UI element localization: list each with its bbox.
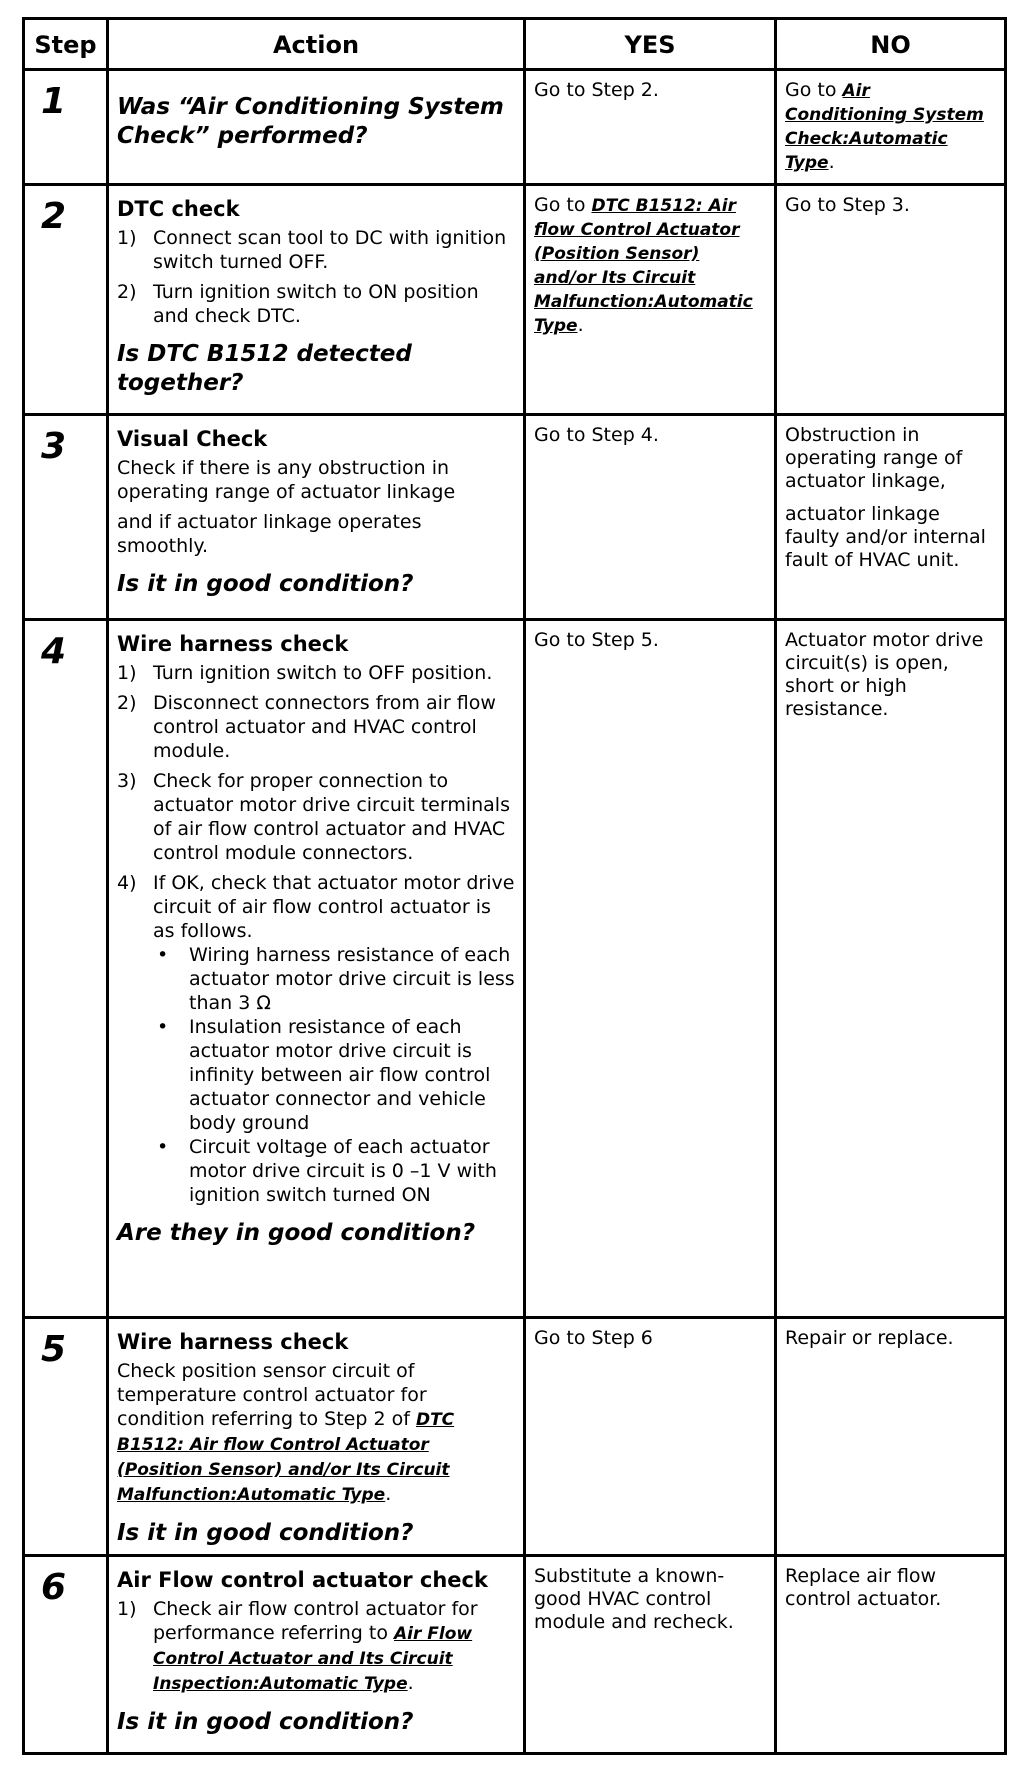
step-paragraph bbox=[117, 1359, 515, 1507]
list-item bbox=[117, 661, 515, 685]
dtc-b1512-link[interactable]: DTC B1512: Air flow Control Actuator (Position Sensor) and/or Its Circuit Malfunction:Automatic Type bbox=[117, 1410, 455, 1505]
yes-cell bbox=[525, 1556, 776, 1754]
bullet-text: Insulation resistance of each actuator motor drive circuit is infinity between air flow control actuator connector and vehicle body ground bbox=[189, 1016, 491, 1134]
no-text: Actuator motor drive circuit(s) is open, short or high resistance. bbox=[785, 629, 984, 720]
no-text: Go to Step 3. bbox=[785, 194, 910, 216]
header-no: NO bbox=[776, 19, 1006, 70]
action-cell bbox=[108, 1318, 525, 1556]
step-paragraph: and if actuator linkage operates smoothly. bbox=[117, 511, 422, 557]
no-text: Go to bbox=[785, 79, 843, 101]
action-cell bbox=[108, 1556, 525, 1754]
bullet-list bbox=[153, 943, 515, 1207]
step-number: 1 bbox=[41, 81, 67, 122]
list-item bbox=[117, 691, 515, 763]
actuator-inspection-link[interactable]: Air Flow Control Actuator and Its Circuit Inspection:Automatic Type bbox=[153, 1624, 473, 1694]
step-cell bbox=[24, 620, 108, 1318]
table-row bbox=[24, 620, 1006, 1318]
table-row bbox=[24, 185, 1006, 415]
item-number: 2) bbox=[117, 692, 137, 714]
action-cell bbox=[108, 185, 525, 415]
step-number: 2 bbox=[41, 196, 67, 237]
item-text: Connect scan tool to DC with ignition switch turned OFF. bbox=[153, 227, 507, 273]
step-cell bbox=[24, 70, 108, 185]
table-row bbox=[24, 1318, 1006, 1556]
action-cell bbox=[108, 70, 525, 185]
yes-cell bbox=[525, 185, 776, 415]
action-cell bbox=[108, 415, 525, 620]
item-number: 1) bbox=[117, 662, 137, 684]
step-question: Is DTC B1512 detected together? bbox=[117, 341, 412, 396]
step-number: 4 bbox=[41, 631, 67, 672]
header-action: Action bbox=[108, 19, 525, 70]
item-number: 1) bbox=[117, 1598, 137, 1620]
no-cell bbox=[776, 70, 1006, 185]
no-cell bbox=[776, 620, 1006, 1318]
step-question: Are they in good condition? bbox=[117, 1220, 476, 1246]
header-row bbox=[24, 19, 1006, 70]
no-text: Replace air flow control actuator. bbox=[785, 1565, 942, 1610]
step-cell bbox=[24, 1556, 108, 1754]
dtc-b1512-link[interactable]: DTC B1512: Air flow Control Actuator (Position Sensor) and/or Its Circuit Malfunction:Automatic Type bbox=[534, 196, 753, 336]
no-text: Repair or replace. bbox=[785, 1327, 954, 1349]
diagnostic-table bbox=[22, 17, 1007, 1755]
step-question: Was “Air Conditioning System Check” performed? bbox=[117, 94, 504, 149]
action-cell bbox=[108, 620, 525, 1318]
yes-text: Go to bbox=[534, 194, 592, 216]
ac-system-check-link[interactable]: Air Conditioning System Check:Automatic Type bbox=[785, 81, 984, 173]
step-cell bbox=[24, 1318, 108, 1556]
item-text: Disconnect connectors from air flow control actuator and HVAC control module. bbox=[153, 692, 496, 762]
step-heading: Air Flow control actuator check bbox=[117, 1568, 488, 1592]
no-cell bbox=[776, 415, 1006, 620]
item-text: Check air flow control actuator for performance referring to bbox=[153, 1598, 478, 1644]
item-text: Turn ignition switch to OFF position. bbox=[153, 662, 493, 684]
item-number: 2) bbox=[117, 281, 137, 303]
item-text: Check for proper connection to actuator motor drive circuit terminals of air flow control actuator and HVAC control module connectors. bbox=[153, 770, 510, 864]
step-cell bbox=[24, 185, 108, 415]
step-heading: Wire harness check bbox=[117, 632, 349, 656]
list-item bbox=[117, 226, 515, 274]
punctuation: . bbox=[577, 314, 584, 336]
step-question: Is it in good condition? bbox=[117, 1709, 414, 1735]
item-number: 3) bbox=[117, 770, 137, 792]
table-row bbox=[24, 415, 1006, 620]
step-question: Is it in good condition? bbox=[117, 571, 414, 597]
step-heading: DTC check bbox=[117, 197, 240, 221]
yes-cell bbox=[525, 415, 776, 620]
step-heading: Wire harness check bbox=[117, 1330, 349, 1354]
bullet-icon: • bbox=[157, 944, 169, 966]
yes-text: Go to Step 2. bbox=[534, 79, 659, 101]
list-item bbox=[117, 769, 515, 865]
header-step: Step bbox=[24, 19, 108, 70]
table-row bbox=[24, 70, 1006, 185]
yes-text: Go to Step 6 bbox=[534, 1327, 653, 1349]
bullet-item bbox=[153, 943, 515, 1015]
list-item bbox=[117, 871, 515, 1207]
no-cell bbox=[776, 1556, 1006, 1754]
table-row bbox=[24, 1556, 1006, 1754]
yes-cell bbox=[525, 70, 776, 185]
item-text: Turn ignition switch to ON position and check DTC. bbox=[153, 281, 479, 327]
paragraph-text: Check position sensor circuit of temperature control actuator for condition referring to Step 2 of bbox=[117, 1360, 427, 1430]
yes-text: Go to Step 5. bbox=[534, 629, 659, 651]
no-text: actuator linkage faulty and/or internal fault of HVAC unit. bbox=[785, 503, 986, 571]
bullet-item bbox=[153, 1015, 515, 1135]
step-number: 3 bbox=[41, 426, 67, 467]
item-text: If OK, check that actuator motor drive circuit of air flow control actuator is as follows. bbox=[153, 872, 515, 942]
no-cell bbox=[776, 185, 1006, 415]
step-question: Is it in good condition? bbox=[117, 1520, 414, 1546]
step-number: 6 bbox=[41, 1567, 67, 1608]
punctuation: . bbox=[407, 1672, 414, 1694]
yes-cell bbox=[525, 1318, 776, 1556]
bullet-text: Wiring harness resistance of each actuator motor drive circuit is less than 3 Ω bbox=[189, 944, 515, 1014]
item-number: 4) bbox=[117, 872, 137, 894]
list-item bbox=[117, 1597, 515, 1696]
step-cell bbox=[24, 415, 108, 620]
header-yes: YES bbox=[525, 19, 776, 70]
yes-cell bbox=[525, 620, 776, 1318]
bullet-icon: • bbox=[157, 1136, 169, 1158]
punctuation: . bbox=[828, 151, 835, 173]
punctuation: . bbox=[385, 1483, 392, 1505]
no-cell bbox=[776, 1318, 1006, 1556]
yes-text: Go to Step 4. bbox=[534, 424, 659, 446]
bullet-icon: • bbox=[157, 1016, 169, 1038]
step-heading: Visual Check bbox=[117, 427, 268, 451]
step-paragraph: Check if there is any obstruction in operating range of actuator linkage bbox=[117, 457, 456, 503]
item-number: 1) bbox=[117, 227, 137, 249]
bullet-text: Circuit voltage of each actuator motor drive circuit is 0 –1 V with ignition switch turned ON bbox=[189, 1136, 497, 1206]
bullet-item bbox=[153, 1135, 515, 1207]
no-text: Obstruction in operating range of actuator linkage, bbox=[785, 424, 963, 492]
step-number: 5 bbox=[41, 1329, 67, 1370]
list-item bbox=[117, 280, 515, 328]
yes-text: Substitute a known-good HVAC control module and recheck. bbox=[534, 1565, 734, 1633]
